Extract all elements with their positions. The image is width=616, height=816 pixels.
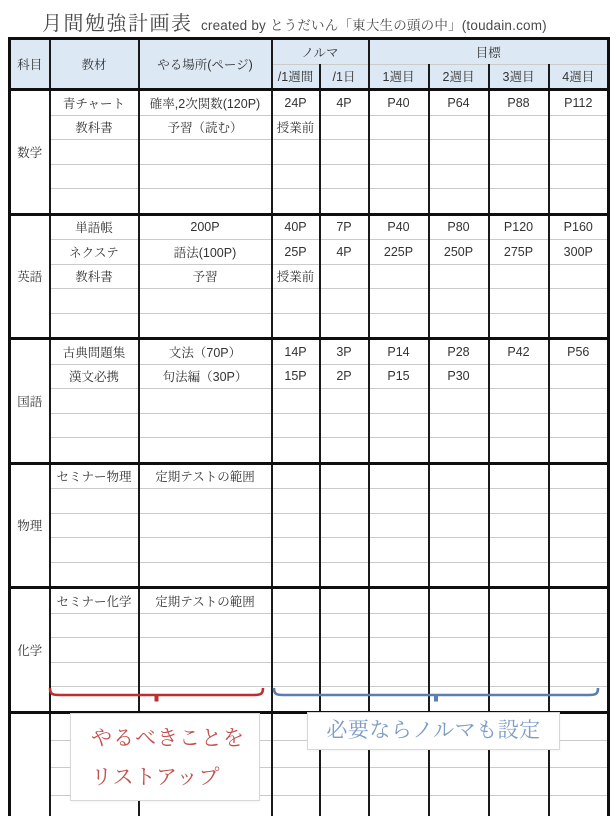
cell-place [139, 389, 272, 414]
cell-quota-week [272, 313, 320, 339]
cell-quota-week [272, 613, 320, 638]
cell-quota-week [272, 768, 320, 795]
cell-goal-week3 [489, 638, 549, 663]
cell-place: 確率,2次関数(120P) [139, 90, 272, 116]
cell-goal-week2 [429, 613, 489, 638]
cell-material [50, 562, 139, 588]
cell-material: 青チャート [50, 90, 139, 116]
cell-material: 単語帳 [50, 214, 139, 240]
cell-quota-day [320, 189, 369, 215]
cell-material: 教科書 [50, 115, 139, 140]
cell-material: 漢文必携 [50, 364, 139, 389]
cell-goal-week4 [549, 588, 609, 614]
cell-quota-day [320, 613, 369, 638]
cell-quota-day: 7P [320, 214, 369, 240]
page-subtitle: created by とうだいん「東大生の頭の中」(toudain.com) [200, 18, 547, 33]
cell-goal-week2 [429, 538, 489, 563]
cell-goal-week2 [429, 115, 489, 140]
cell-goal-week4 [549, 164, 609, 189]
cell-goal-week4 [549, 189, 609, 215]
cell-goal-week2 [429, 638, 489, 663]
cell-goal-week4 [549, 613, 609, 638]
cell-material: 教科書 [50, 264, 139, 289]
cell-goal-week2 [429, 768, 489, 795]
cell-goal-week4 [549, 313, 609, 339]
cell-goal-week2 [429, 189, 489, 215]
cell-goal-week4: P112 [549, 90, 609, 116]
cell-goal-week2 [429, 413, 489, 438]
cell-goal-week4 [549, 364, 609, 389]
todo-annotation-line1: やるべきことを [91, 727, 245, 750]
cell-quota-day [320, 463, 369, 489]
cell-goal-week1 [369, 115, 429, 140]
cell-quota-day [320, 795, 369, 816]
cell-goal-week3 [489, 513, 549, 538]
cell-quota-week [272, 489, 320, 514]
cell-goal-week3 [489, 438, 549, 464]
cell-goal-week3 [489, 613, 549, 638]
cell-goal-week2 [429, 264, 489, 289]
cell-goal-week2 [429, 140, 489, 165]
cell-quota-week [272, 638, 320, 663]
cell-quota-week: 授業前 [272, 264, 320, 289]
header-week4: 4週目 [549, 64, 609, 90]
cell-quota-day [320, 389, 369, 414]
cell-goal-week1 [369, 438, 429, 464]
cell-goal-week2 [429, 313, 489, 339]
cell-quota-week [272, 513, 320, 538]
cell-subject: 英語 [10, 214, 50, 339]
header-week3: 3週目 [489, 64, 549, 90]
cell-goal-week4 [549, 463, 609, 489]
cell-quota-week [272, 588, 320, 614]
cell-quota-week [272, 795, 320, 816]
cell-goal-week4 [549, 768, 609, 795]
cell-quota-week [272, 438, 320, 464]
cell-place [139, 164, 272, 189]
cell-goal-week2 [429, 389, 489, 414]
cell-goal-week1 [369, 513, 429, 538]
cell-place: 予習（読む） [139, 115, 272, 140]
blue-brace [272, 687, 600, 703]
cell-goal-week3 [489, 588, 549, 614]
cell-quota-week: 40P [272, 214, 320, 240]
cell-quota-week [272, 164, 320, 189]
cell-goal-week2: P30 [429, 364, 489, 389]
plan-table-body [10, 90, 609, 816]
cell-material [50, 613, 139, 638]
cell-goal-week4 [549, 413, 609, 438]
cell-material [50, 489, 139, 514]
quota-annotation [307, 712, 560, 750]
cell-goal-week1 [369, 638, 429, 663]
cell-goal-week1: P40 [369, 90, 429, 116]
cell-quota-day [320, 164, 369, 189]
cell-quota-week [272, 538, 320, 563]
cell-goal-week3 [489, 662, 549, 687]
cell-quota-day [320, 313, 369, 339]
cell-place [139, 140, 272, 165]
cell-goal-week2 [429, 588, 489, 614]
cell-goal-week1 [369, 613, 429, 638]
cell-goal-week3 [489, 795, 549, 816]
cell-goal-week1: 225P [369, 240, 429, 265]
cell-goal-week3 [489, 313, 549, 339]
cell-quota-week [272, 189, 320, 215]
cell-quota-day: 4P [320, 90, 369, 116]
cell-goal-week4 [549, 562, 609, 588]
todo-annotation-line2: リストアップ [91, 766, 221, 789]
cell-goal-week2: 250P [429, 240, 489, 265]
cell-subject: 国語 [10, 339, 50, 464]
cell-goal-week2 [429, 562, 489, 588]
cell-goal-week2 [429, 438, 489, 464]
header-goal: 目標 [369, 39, 609, 65]
cell-goal-week2: P64 [429, 90, 489, 116]
cell-quota-day [320, 562, 369, 588]
cell-goal-week2 [429, 513, 489, 538]
cell-quota-day: 2P [320, 364, 369, 389]
cell-quota-week: 授業前 [272, 115, 320, 140]
cell-place: 語法(100P) [139, 240, 272, 265]
cell-goal-week2 [429, 164, 489, 189]
cell-place [139, 313, 272, 339]
cell-goal-week1 [369, 189, 429, 215]
cell-goal-week4 [549, 489, 609, 514]
cell-goal-week2 [429, 463, 489, 489]
cell-goal-week1 [369, 264, 429, 289]
cell-goal-week1 [369, 768, 429, 795]
cell-goal-week2: P80 [429, 214, 489, 240]
cell-quota-week [272, 289, 320, 314]
cell-quota-day: 4P [320, 240, 369, 265]
cell-quota-day [320, 588, 369, 614]
cell-goal-week3 [489, 538, 549, 563]
cell-quota-day [320, 140, 369, 165]
cell-goal-week3 [489, 189, 549, 215]
cell-material [50, 413, 139, 438]
cell-place [139, 613, 272, 638]
cell-quota-day [320, 538, 369, 563]
cell-goal-week4 [549, 289, 609, 314]
header-material: 教材 [50, 39, 139, 90]
cell-goal-week1 [369, 389, 429, 414]
cell-place [139, 562, 272, 588]
cell-quota-week: 25P [272, 240, 320, 265]
cell-material [50, 289, 139, 314]
cell-goal-week2 [429, 289, 489, 314]
cell-quota-day [320, 513, 369, 538]
cell-goal-week3 [489, 364, 549, 389]
cell-quota-week [272, 562, 320, 588]
header-place: やる場所(ページ) [139, 39, 272, 90]
cell-material [50, 438, 139, 464]
cell-goal-week3 [489, 115, 549, 140]
cell-material [50, 538, 139, 563]
cell-goal-week1 [369, 289, 429, 314]
cell-goal-week1 [369, 463, 429, 489]
cell-place [139, 538, 272, 563]
cell-goal-week3 [489, 164, 549, 189]
cell-quota-day [320, 638, 369, 663]
cell-place: 定期テストの範囲 [139, 588, 272, 614]
cell-goal-week4 [549, 438, 609, 464]
cell-goal-week1: P15 [369, 364, 429, 389]
cell-place [139, 289, 272, 314]
cell-quota-week [272, 140, 320, 165]
cell-place: 句法編（30P） [139, 364, 272, 389]
cell-goal-week1 [369, 562, 429, 588]
cell-place [139, 413, 272, 438]
cell-subject: 化学 [10, 588, 50, 713]
cell-place [139, 438, 272, 464]
cell-goal-week4 [549, 389, 609, 414]
cell-material [50, 313, 139, 339]
cell-goal-week3: P88 [489, 90, 549, 116]
cell-quota-week [272, 662, 320, 687]
cell-material [50, 164, 139, 189]
header-per-day: /1日 [320, 64, 369, 90]
cell-subject: 数学 [10, 90, 50, 215]
cell-goal-week1: P14 [369, 339, 429, 365]
cell-quota-day [320, 413, 369, 438]
cell-goal-week3 [489, 289, 549, 314]
cell-goal-week3: P42 [489, 339, 549, 365]
cell-goal-week3 [489, 489, 549, 514]
cell-goal-week2 [429, 662, 489, 687]
cell-quota-day [320, 662, 369, 687]
cell-place: 文法（70P） [139, 339, 272, 365]
cell-goal-week3 [489, 140, 549, 165]
cell-place [139, 513, 272, 538]
cell-goal-week1 [369, 164, 429, 189]
cell-quota-day [320, 264, 369, 289]
cell-goal-week4 [549, 140, 609, 165]
cell-material: セミナー化学 [50, 588, 139, 614]
header-subject: 科目 [10, 39, 50, 90]
cell-material [50, 638, 139, 663]
cell-place [139, 189, 272, 215]
cell-goal-week1: P40 [369, 214, 429, 240]
cell-quota-week: 24P [272, 90, 320, 116]
cell-goal-week1 [369, 795, 429, 816]
cell-quota-week [272, 389, 320, 414]
cell-goal-week2 [429, 489, 489, 514]
cell-goal-week2 [429, 795, 489, 816]
cell-quota-day [320, 768, 369, 795]
header-norma: ノルマ [272, 39, 369, 65]
cell-goal-week4 [549, 115, 609, 140]
cell-goal-week1 [369, 588, 429, 614]
cell-goal-week1 [369, 140, 429, 165]
cell-place [139, 638, 272, 663]
cell-quota-day [320, 289, 369, 314]
cell-goal-week3 [489, 413, 549, 438]
cell-goal-week4: 300P [549, 240, 609, 265]
cell-place [139, 662, 272, 687]
cell-goal-week4 [549, 538, 609, 563]
cell-quota-week: 14P [272, 339, 320, 365]
cell-place: 予習 [139, 264, 272, 289]
cell-goal-week3: 275P [489, 240, 549, 265]
cell-place [139, 489, 272, 514]
cell-quota-day [320, 489, 369, 514]
cell-goal-week3 [489, 264, 549, 289]
cell-goal-week4 [549, 638, 609, 663]
cell-material [50, 389, 139, 414]
header-per-week: /1週間 [272, 64, 320, 90]
cell-goal-week3 [489, 562, 549, 588]
cell-place: 定期テストの範囲 [139, 463, 272, 489]
cell-material [50, 189, 139, 215]
header-week2: 2週目 [429, 64, 489, 90]
cell-material: 古典問題集 [50, 339, 139, 365]
cell-goal-week1 [369, 313, 429, 339]
cell-material [50, 513, 139, 538]
cell-goal-week4: P56 [549, 339, 609, 365]
cell-goal-week4 [549, 662, 609, 687]
cell-material: ネクステ [50, 240, 139, 265]
cell-material [50, 140, 139, 165]
page-title: 月間勉強計画表 [42, 13, 193, 35]
cell-goal-week3 [489, 463, 549, 489]
cell-quota-week [272, 413, 320, 438]
cell-goal-week2: P28 [429, 339, 489, 365]
red-brace [48, 687, 265, 703]
cell-quota-week: 15P [272, 364, 320, 389]
cell-goal-week4: P160 [549, 214, 609, 240]
cell-goal-week1 [369, 489, 429, 514]
cell-goal-week1 [369, 538, 429, 563]
header-week1: 1週目 [369, 64, 429, 90]
cell-quota-day [320, 438, 369, 464]
cell-goal-week1 [369, 662, 429, 687]
cell-goal-week3 [489, 768, 549, 795]
cell-goal-week1 [369, 413, 429, 438]
todo-annotation [70, 713, 260, 801]
cell-quota-week [272, 463, 320, 489]
cell-subject [10, 712, 50, 816]
cell-material [50, 662, 139, 687]
cell-goal-week3: P120 [489, 214, 549, 240]
quota-annotation-text: 必要ならノルマも設定 [326, 719, 541, 742]
cell-quota-day: 3P [320, 339, 369, 365]
cell-subject: 物理 [10, 463, 50, 588]
cell-goal-week4 [549, 264, 609, 289]
cell-material: セミナー物理 [50, 463, 139, 489]
page-title-row [42, 7, 547, 36]
cell-place: 200P [139, 214, 272, 240]
cell-goal-week4 [549, 513, 609, 538]
cell-goal-week4 [549, 795, 609, 816]
cell-goal-week3 [489, 389, 549, 414]
cell-quota-day [320, 115, 369, 140]
